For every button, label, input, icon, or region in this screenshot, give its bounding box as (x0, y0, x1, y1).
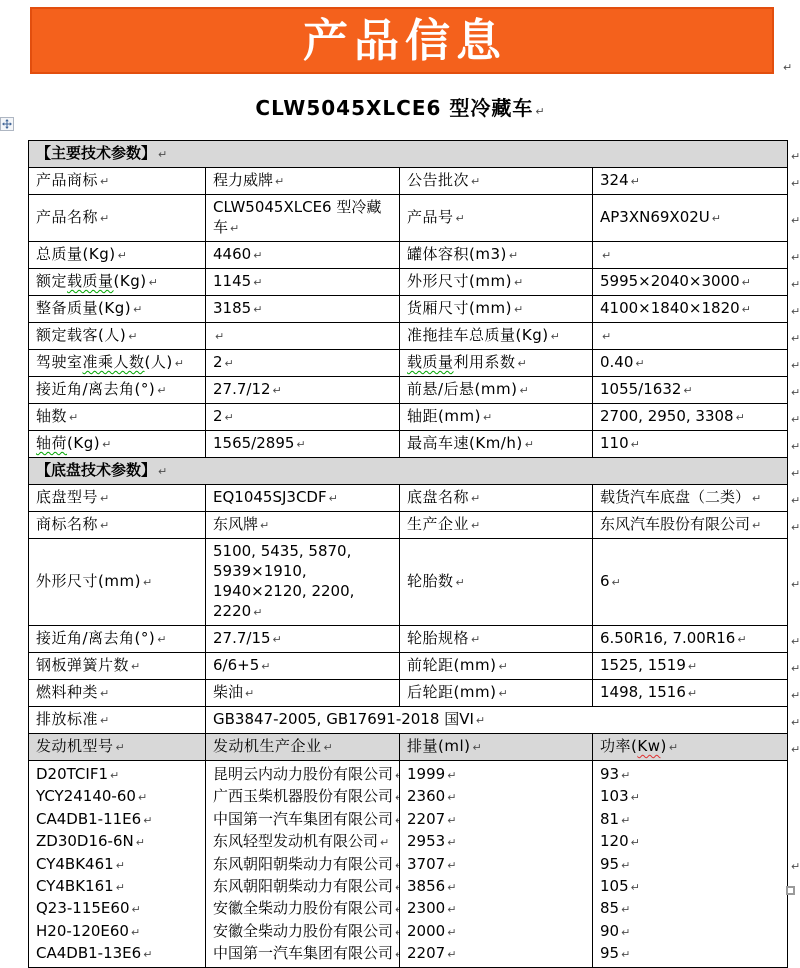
param-label: 公告批次 ↵ (400, 168, 593, 195)
table-row (29, 168, 800, 195)
engine-line: CA4DB1-11E6 ↵ (36, 808, 198, 830)
param-label: 总质量(Kg) ↵ (29, 242, 206, 269)
table-row (29, 680, 800, 707)
param-value: 1565/2895 ↵ (206, 431, 400, 458)
paragraph-mark (469, 171, 480, 189)
paragraph-mark (251, 602, 262, 620)
paragraph-mark (134, 832, 145, 850)
engine-line: 2953 ↵ (407, 830, 585, 852)
four-way-arrow-icon (2, 119, 12, 129)
param-value (593, 323, 788, 350)
param-value: 柴油 ↵ (206, 680, 400, 707)
paragraph-mark (251, 299, 262, 317)
param-value: 5995×2040×3000 ↵ (593, 269, 788, 296)
spellcheck-squiggle: 载质量 (407, 353, 454, 371)
param-label: 后轮距(mm) ↵ (400, 680, 593, 707)
param-value (206, 323, 400, 350)
paragraph-mark (496, 683, 507, 701)
param-label: 接近角/离去角(°) ↵ (29, 626, 206, 653)
engine-line: Q23-115E60 ↵ (36, 897, 198, 919)
param-value: 6 ↵ (593, 539, 788, 626)
paragraph-mark (469, 488, 480, 506)
paragraph-mark (98, 515, 109, 533)
spec-table (28, 140, 800, 968)
spellcheck-squiggle: Kw (637, 737, 660, 755)
engine-power-cell (593, 761, 788, 968)
engine-line: 东风朝阳朝柴动力有限公司 ↵ (213, 853, 392, 875)
paragraph-mark (516, 353, 527, 371)
paragraph-mark (378, 832, 389, 850)
param-label: 燃料种类 ↵ (29, 680, 206, 707)
paragraph-mark (629, 877, 640, 895)
paragraph-mark (129, 656, 140, 674)
table-row (29, 350, 800, 377)
paragraph-mark (470, 737, 481, 755)
param-value: EQ1045SJ3CDF ↵ (206, 485, 400, 512)
paragraph-mark (393, 787, 399, 805)
spellcheck-squiggle: 轴荷 (36, 434, 67, 452)
paragraph-mark (136, 787, 147, 805)
param-label: 整备质量(Kg) ↵ (29, 296, 206, 323)
spellcheck-squiggle: 载质量 (67, 272, 114, 290)
param-value: 4460 ↵ (206, 242, 400, 269)
engine-line: CY4BK461 ↵ (36, 853, 198, 875)
paragraph-mark (156, 144, 167, 162)
paragraph-mark (619, 810, 630, 828)
param-value: 程力威牌 ↵ (206, 168, 400, 195)
engine-line: 105 ↵ (600, 875, 780, 897)
engine-line: 85 ↵ (600, 897, 780, 919)
engine-line: 93 ↵ (600, 763, 780, 785)
engine-header-row (29, 734, 800, 761)
banner-title: 产品信息 (297, 18, 507, 63)
paragraph-mark (393, 944, 399, 962)
engine-line: 90 ↵ (600, 920, 780, 942)
param-label: 轮胎规格 ↵ (400, 626, 593, 653)
paragraph-mark (619, 922, 630, 940)
paragraph-mark (681, 380, 692, 398)
param-value: 27.7/15 ↵ (206, 626, 400, 653)
paragraph-mark (735, 629, 746, 647)
param-label: 轴荷(Kg) ↵ (29, 431, 206, 458)
engine-line: 东风朝阳朝柴动力有限公司 ↵ (213, 875, 392, 897)
engine-line: YCY24140-60 ↵ (36, 785, 198, 807)
engine-line: 2000 ↵ (407, 920, 585, 942)
paragraph-mark (619, 944, 630, 962)
engine-line: 安徽全柴动力股份有限公司 ↵ (213, 897, 392, 919)
param-label: 最高车速(Km/h) ↵ (400, 431, 593, 458)
param-label: 外形尺寸(mm) ↵ (29, 539, 206, 626)
row-end-mark (788, 734, 800, 761)
param-label: 货厢尺寸(mm) ↵ (400, 296, 593, 323)
paragraph-mark (600, 326, 611, 344)
param-label: 前悬/后悬(mm) ↵ (400, 377, 593, 404)
param-value: 东风牌 ↵ (206, 512, 400, 539)
param-value: 载货汽车底盘（二类） ↵ (593, 485, 788, 512)
row-end-mark (788, 458, 800, 485)
param-label: 驾驶室准乘人数(人) ↵ (29, 350, 206, 377)
paragraph-mark (129, 922, 140, 940)
engine-line: 81 ↵ (600, 808, 780, 830)
table-row (29, 539, 800, 626)
param-value: 东风汽车股份有限公司 ↵ (593, 512, 788, 539)
paragraph-mark (228, 218, 239, 236)
param-value (593, 242, 788, 269)
paragraph-mark (629, 787, 640, 805)
paragraph-mark (445, 765, 456, 783)
paragraph-mark (155, 629, 166, 647)
paragraph-mark (156, 461, 167, 479)
table-move-handle-icon[interactable] (0, 117, 14, 131)
param-value: 2 ↵ (206, 404, 400, 431)
paragraph-mark (126, 326, 137, 344)
paragraph-mark (600, 245, 611, 263)
param-label: 排放标准 ↵ (29, 707, 206, 734)
paragraph-mark (517, 380, 528, 398)
paragraph-mark (259, 656, 270, 674)
paragraph-mark (393, 765, 399, 783)
paragraph-mark (108, 765, 119, 783)
param-value: AP3XN69X02U ↵ (593, 195, 788, 242)
param-label: 载质量利用系数 ↵ (400, 350, 593, 377)
engine-line: 2360 ↵ (407, 785, 585, 807)
paragraph-mark (445, 877, 456, 895)
param-label: 产品号 ↵ (400, 195, 593, 242)
paragraph-mark (258, 515, 269, 533)
paragraph-mark (481, 407, 492, 425)
engine-line: CA4DB1-13E6 ↵ (36, 942, 198, 964)
table-row (29, 431, 800, 458)
paragraph-mark (781, 56, 792, 75)
engine-line: 1999 ↵ (407, 763, 585, 785)
paragraph-mark (445, 787, 456, 805)
paragraph-mark (445, 922, 456, 940)
paragraph-mark (98, 710, 109, 728)
param-label: 外形尺寸(mm) ↵ (400, 269, 593, 296)
table-row (29, 485, 800, 512)
param-label: 底盘名称 ↵ (400, 485, 593, 512)
table-row (29, 512, 800, 539)
section-header-row (29, 141, 800, 168)
section-header: 【底盘技术参数】 ↵ (29, 458, 788, 485)
row-end-mark (788, 539, 800, 626)
param-value: 1525, 1519 ↵ (593, 653, 788, 680)
engine-line: 2300 ↵ (407, 897, 585, 919)
param-label: 产品名称 ↵ (29, 195, 206, 242)
engine-manufacturer-cell (206, 761, 400, 968)
table-row (29, 296, 800, 323)
engine-line: 2207 ↵ (407, 808, 585, 830)
row-end-mark (788, 680, 800, 707)
row-end-mark (788, 141, 800, 168)
table-row (29, 626, 800, 653)
paragraph-mark (750, 515, 761, 533)
paragraph-mark (469, 629, 480, 647)
paragraph-mark (445, 855, 456, 873)
param-value: GB3847-2005, GB17691-2018 国VI ↵ (206, 707, 788, 734)
engine-line: 103 ↵ (600, 785, 780, 807)
row-end-mark (788, 404, 800, 431)
paragraph-mark (469, 515, 480, 533)
paragraph-mark (322, 737, 333, 755)
paragraph-mark (686, 656, 697, 674)
engine-line: 中国第一汽车集团有限公司 ↵ (213, 808, 392, 830)
paragraph-mark (114, 855, 125, 873)
paragraph-mark (393, 810, 399, 828)
product-info-banner (30, 7, 774, 74)
engine-line: 3856 ↵ (407, 875, 585, 897)
engine-line: 昆明云内动力股份有限公司 ↵ (213, 763, 392, 785)
engine-line: 广西玉柴机器股份有限公司 ↵ (213, 785, 392, 807)
table-row (29, 269, 800, 296)
paragraph-mark (445, 810, 456, 828)
section-header-row (29, 458, 800, 485)
table-row (29, 323, 800, 350)
param-value: 6.50R16, 7.00R16 ↵ (593, 626, 788, 653)
engine-line: D20TCIF1 ↵ (36, 763, 198, 785)
spec-table-grid (28, 140, 800, 968)
param-label: 接近角/离去角(°) ↵ (29, 377, 206, 404)
param-value: 1498, 1516 ↵ (593, 680, 788, 707)
engine-col-header: 发动机生产企业 ↵ (206, 734, 400, 761)
table-row (29, 404, 800, 431)
paragraph-mark (619, 899, 630, 917)
paragraph-mark (619, 855, 630, 873)
spellcheck-squiggle: 准乘人数 (83, 353, 145, 371)
engine-line: 120 ↵ (600, 830, 780, 852)
paragraph-mark (114, 737, 125, 755)
paragraph-mark (507, 245, 518, 263)
paragraph-mark (67, 407, 78, 425)
paragraph-mark (223, 407, 234, 425)
param-label: 钢板弹簧片数 ↵ (29, 653, 206, 680)
row-end-mark (788, 350, 800, 377)
engine-col-header: 排量(ml) ↵ (400, 734, 593, 761)
paragraph-mark (98, 488, 109, 506)
param-label: 额定载客(人) ↵ (29, 323, 206, 350)
paragraph-mark (294, 434, 305, 452)
param-value: 3185 ↵ (206, 296, 400, 323)
paragraph-mark (633, 353, 644, 371)
param-value: 27.7/12 ↵ (206, 377, 400, 404)
paragraph-mark (454, 572, 465, 590)
paragraph-mark (223, 353, 234, 371)
paragraph-mark (141, 572, 152, 590)
engine-displacement-cell (400, 761, 593, 968)
paragraph-mark (629, 832, 640, 850)
paragraph-mark (512, 272, 523, 290)
paragraph-mark (710, 208, 721, 226)
paragraph-mark (393, 877, 399, 895)
engine-line: 东风轻型发动机有限公司 ↵ (213, 830, 392, 852)
param-label: 额定载质量(Kg) ↵ (29, 269, 206, 296)
engine-col-header: 发动机型号 ↵ (29, 734, 206, 761)
row-end-mark (788, 761, 800, 968)
paragraph-mark (213, 326, 224, 344)
engine-line: ZD30D16-6N ↵ (36, 830, 198, 852)
row-end-mark (788, 323, 800, 350)
paragraph-mark (667, 737, 678, 755)
paragraph-mark (141, 810, 152, 828)
param-value: 6/6+5 ↵ (206, 653, 400, 680)
engine-line: 95 ↵ (600, 853, 780, 875)
param-value: 4100×1840×1820 ↵ (593, 296, 788, 323)
param-label: 商标名称 ↵ (29, 512, 206, 539)
param-value: 324 ↵ (593, 168, 788, 195)
param-value: 5100, 5435, 5870, 5939×1910, 1940×2120, 2200, 2220 ↵ (206, 539, 400, 626)
paragraph-mark (271, 629, 282, 647)
param-value: 0.40 ↵ (593, 350, 788, 377)
param-value: 1145 ↵ (206, 269, 400, 296)
paragraph-mark (619, 765, 630, 783)
section-header: 【主要技术参数】 ↵ (29, 141, 788, 168)
row-end-mark (788, 195, 800, 242)
table-row (29, 707, 800, 734)
engine-col-header: 功率(Kw) ↵ (593, 734, 788, 761)
paragraph-mark (271, 380, 282, 398)
param-label: 产品商标 ↵ (29, 168, 206, 195)
param-value: 1055/1632 ↵ (593, 377, 788, 404)
param-label: 底盘型号 ↵ (29, 485, 206, 512)
row-end-mark (788, 296, 800, 323)
paragraph-mark (173, 353, 184, 371)
row-end-mark (788, 377, 800, 404)
paragraph-mark (141, 944, 152, 962)
paragraph-mark (445, 944, 456, 962)
document-title (0, 92, 800, 121)
table-row (29, 242, 800, 269)
param-label: 准拖挂车总质量(Kg) ↵ (400, 323, 593, 350)
param-label: 轴数 ↵ (29, 404, 206, 431)
param-value: 2 ↵ (206, 350, 400, 377)
paragraph-mark (496, 656, 507, 674)
row-end-mark (788, 269, 800, 296)
paragraph-mark (740, 272, 751, 290)
engine-body-row (29, 761, 800, 968)
paragraph-mark (251, 272, 262, 290)
param-value: 110 ↵ (593, 431, 788, 458)
paragraph-mark (393, 899, 399, 917)
param-label: 轴距(mm) ↵ (400, 404, 593, 431)
paragraph-mark (740, 299, 751, 317)
paragraph-mark (131, 299, 142, 317)
paragraph-mark (474, 710, 485, 728)
paragraph-mark (114, 877, 125, 895)
table-resize-handle[interactable] (786, 886, 795, 895)
paragraph-mark (116, 245, 127, 263)
param-value: 2700, 2950, 3308 ↵ (593, 404, 788, 431)
row-end-mark (788, 512, 800, 539)
engine-line: 中国第一汽车集团有限公司 ↵ (213, 942, 392, 964)
engine-line: H20-120E60 ↵ (36, 920, 198, 942)
paragraph-mark (734, 407, 745, 425)
paragraph-mark (130, 899, 141, 917)
paragraph-mark (686, 683, 697, 701)
param-label: 罐体容积(m3) ↵ (400, 242, 593, 269)
paragraph-mark (549, 326, 560, 344)
row-end-mark (788, 242, 800, 269)
paragraph-mark (155, 380, 166, 398)
table-row (29, 653, 800, 680)
row-end-mark (788, 168, 800, 195)
param-label: 轮胎数 ↵ (400, 539, 593, 626)
paragraph-mark (393, 855, 399, 873)
paragraph-mark (147, 272, 158, 290)
row-end-mark (788, 626, 800, 653)
paragraph-mark (629, 434, 640, 452)
paragraph-mark (610, 572, 621, 590)
paragraph-mark (100, 434, 111, 452)
paragraph-mark (533, 96, 544, 120)
row-end-mark (788, 707, 800, 734)
table-row (29, 195, 800, 242)
row-end-mark (788, 653, 800, 680)
paragraph-mark (523, 434, 534, 452)
paragraph-mark (445, 899, 456, 917)
paragraph-mark (445, 832, 456, 850)
param-label: 生产企业 ↵ (400, 512, 593, 539)
paragraph-mark (393, 922, 399, 940)
engine-model-cell (29, 761, 206, 968)
paragraph-mark (750, 488, 761, 506)
param-value: CLW5045XLCE6 型冷藏车 ↵ (206, 195, 400, 242)
param-label: 前轮距(mm) ↵ (400, 653, 593, 680)
paragraph-mark (98, 683, 109, 701)
engine-line: 95 ↵ (600, 942, 780, 964)
table-row (29, 377, 800, 404)
engine-line: 3707 ↵ (407, 853, 585, 875)
paragraph-mark (512, 299, 523, 317)
row-end-mark (788, 485, 800, 512)
paragraph-mark (98, 171, 109, 189)
engine-line: 安徽全柴动力股份有限公司 ↵ (213, 920, 392, 942)
paragraph-mark (454, 208, 465, 226)
paragraph-mark (629, 171, 640, 189)
engine-line: 2207 ↵ (407, 942, 585, 964)
paragraph-mark (243, 683, 254, 701)
paragraph-mark (251, 245, 262, 263)
document-title-text: CLW5045XLCE6 型冷藏车 (255, 96, 533, 120)
engine-line: CY4BK161 ↵ (36, 875, 198, 897)
paragraph-mark (98, 208, 109, 226)
row-end-mark (788, 431, 800, 458)
paragraph-mark (327, 488, 338, 506)
paragraph-mark (273, 171, 284, 189)
